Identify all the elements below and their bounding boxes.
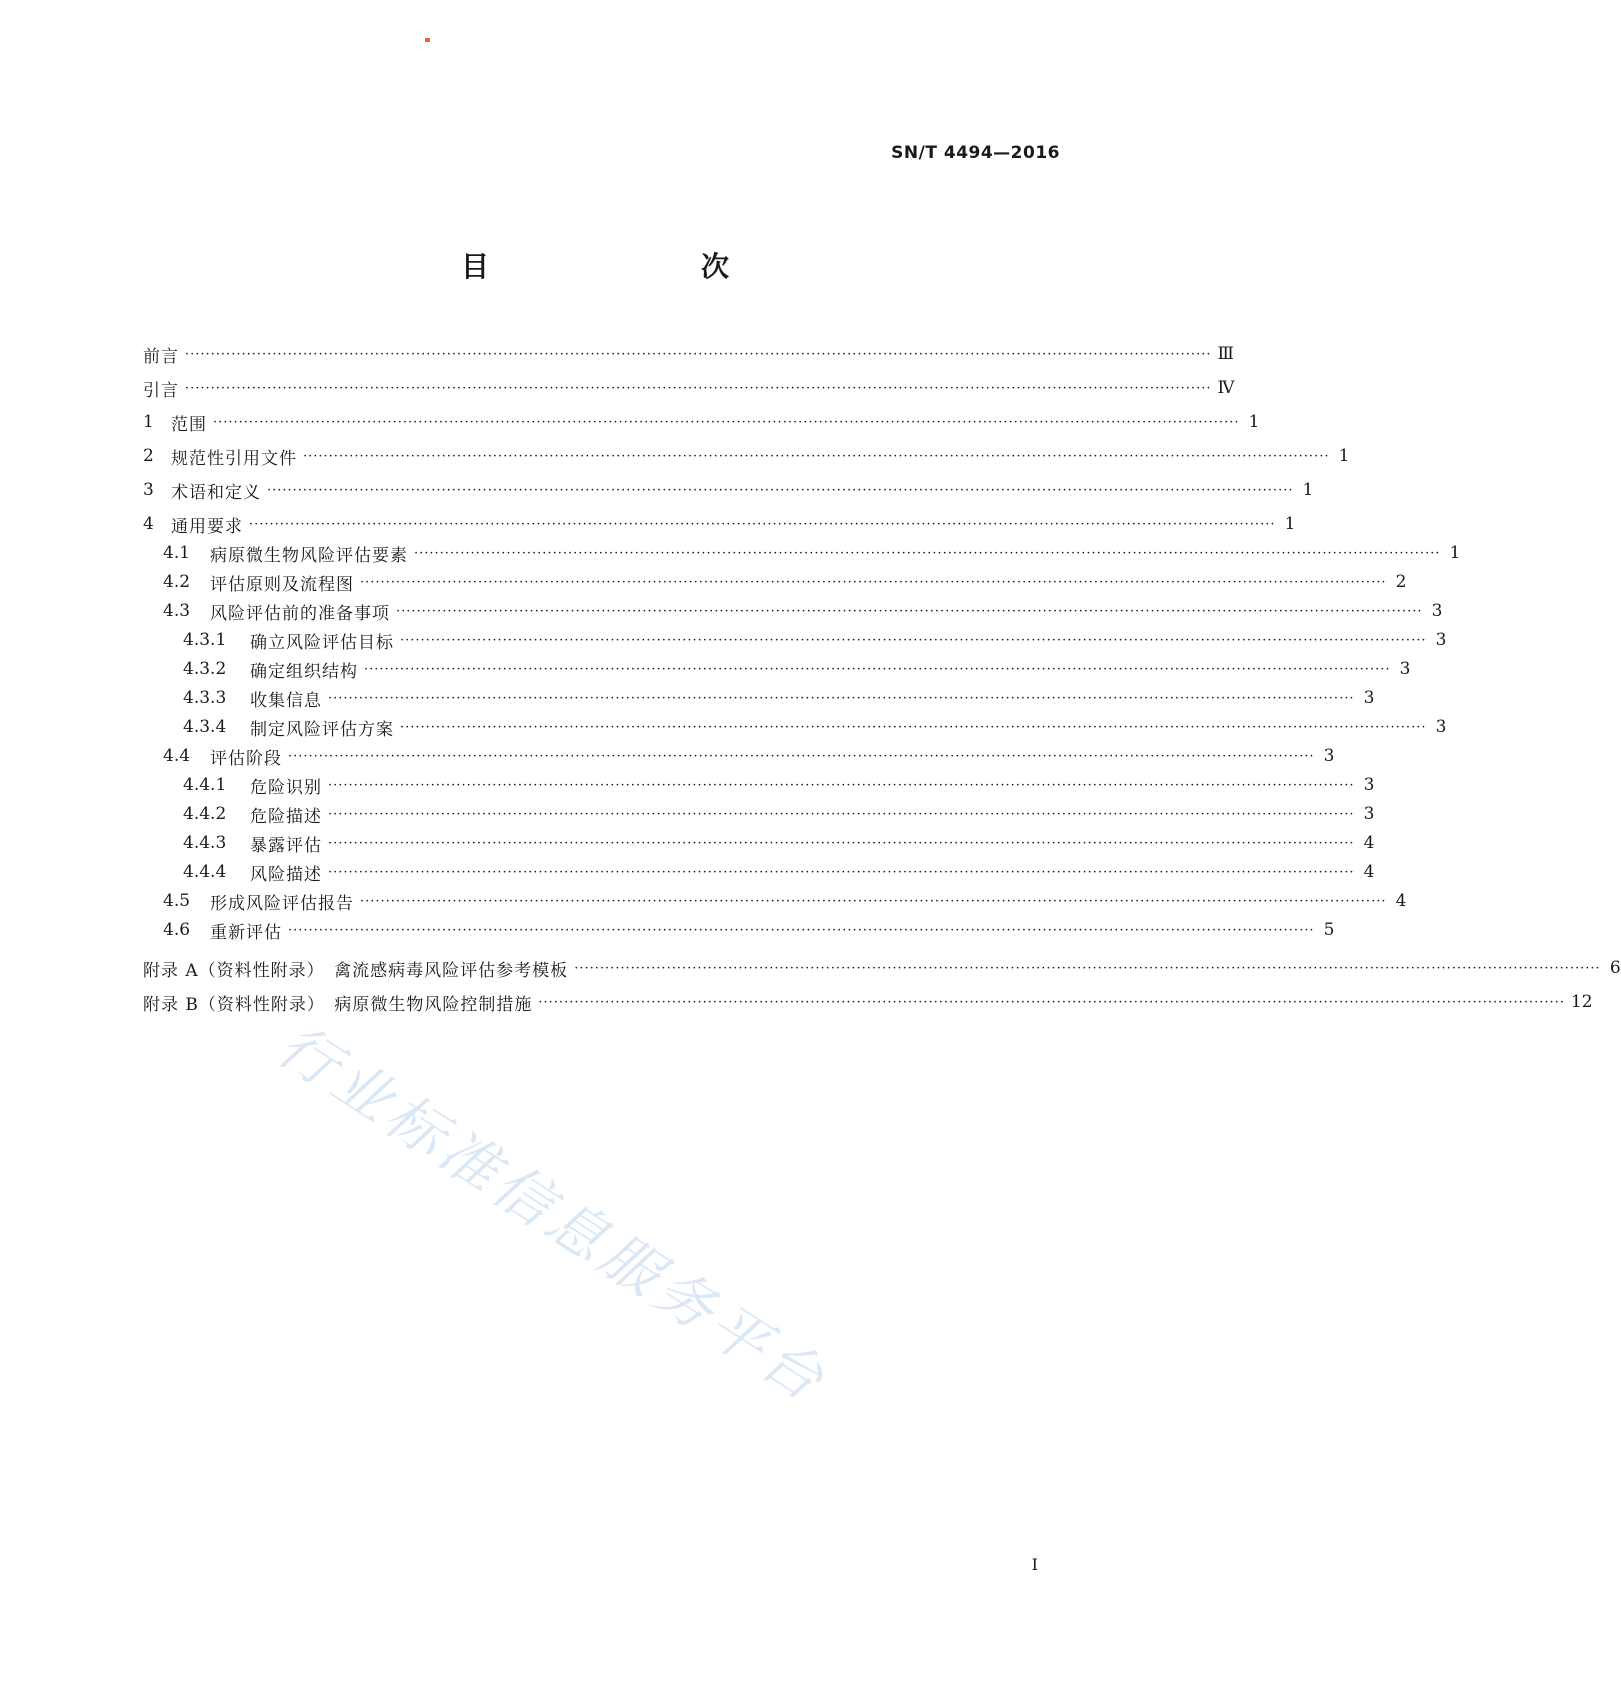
toc-entry-page: 1 bbox=[1248, 412, 1260, 432]
toc-entry-number: 4.6 bbox=[163, 920, 191, 940]
toc-dot-leader: ········································································································································································································ bbox=[288, 922, 1315, 938]
toc-entry-number: 4.4.3 bbox=[183, 833, 227, 853]
toc-entry-title: 危险识别 bbox=[250, 777, 322, 798]
toc-entry[interactable] bbox=[143, 442, 1350, 470]
toc-entry-title: 评估原则及流程图 bbox=[210, 574, 354, 595]
toc-entry[interactable] bbox=[143, 800, 1375, 828]
toc-entry[interactable] bbox=[143, 771, 1375, 799]
toc-entry-number: 4.3.2 bbox=[183, 659, 227, 679]
toc-dot-leader: ········································································································································································································ bbox=[400, 719, 1427, 735]
toc-entry-title: 形成风险评估报告 bbox=[210, 893, 354, 914]
toc-entry-title: 前言 bbox=[143, 346, 179, 367]
toc-entry-number: 4.5 bbox=[163, 891, 191, 911]
toc-dot-leader: ········································································································································································································ bbox=[213, 414, 1240, 430]
toc-entry-title: 确定组织结构 bbox=[250, 661, 358, 682]
toc-entry[interactable] bbox=[143, 597, 1443, 625]
toc-entry[interactable] bbox=[143, 713, 1447, 741]
toc-dot-leader: ········································································································································································································ bbox=[185, 380, 1212, 396]
page-number: I bbox=[1031, 1555, 1038, 1574]
toc-dot-leader: ········································································································································································································ bbox=[328, 864, 1355, 880]
toc-entry[interactable] bbox=[143, 988, 1593, 1016]
toc-entry-title: 引言 bbox=[143, 380, 179, 401]
toc-entry-number: 3 bbox=[143, 480, 154, 500]
toc-entry-title: 确立风险评估目标 bbox=[250, 632, 394, 653]
toc-entry[interactable] bbox=[143, 539, 1461, 567]
toc-dot-leader: ········································································································································································································ bbox=[328, 806, 1355, 822]
toc-entry-number: 4.3.3 bbox=[183, 688, 227, 708]
toc-entry-page: Ⅳ bbox=[1217, 378, 1235, 398]
toc-entry-title: 评估阶段 bbox=[210, 748, 282, 769]
toc-entry[interactable] bbox=[143, 374, 1235, 402]
toc-entry-page: 3 bbox=[1435, 717, 1447, 737]
toc-entry-page: 3 bbox=[1431, 601, 1443, 621]
toc-entry[interactable] bbox=[143, 626, 1447, 654]
toc-dot-leader: ········································································································································································································ bbox=[360, 893, 1387, 909]
toc-entry-page: 4 bbox=[1363, 862, 1375, 882]
toc-entry-title: 通用要求 bbox=[171, 516, 243, 537]
toc-entry-number: 1 bbox=[143, 412, 154, 432]
toc-entry-title: 附录 A（资料性附录） 禽流感病毒风险评估参考模板 bbox=[143, 960, 569, 981]
toc-entry-page: 2 bbox=[1395, 572, 1407, 592]
toc-entry[interactable] bbox=[143, 476, 1314, 504]
toc-entry-number: 4.3 bbox=[163, 601, 191, 621]
toc-entry-title: 术语和定义 bbox=[171, 482, 261, 503]
toc-entry-title: 附录 B（资料性附录） 病原微生物风险控制措施 bbox=[143, 994, 533, 1015]
toc-dot-leader: ········································································································································································································ bbox=[288, 748, 1315, 764]
toc-entry[interactable] bbox=[143, 954, 1621, 982]
page-title: 目 次 bbox=[460, 250, 781, 283]
toc-dot-leader: ········································································································································································································ bbox=[414, 545, 1441, 561]
toc-entry-title: 范围 bbox=[171, 414, 207, 435]
toc-dot-leader: ········································································································································································································ bbox=[396, 603, 1423, 619]
toc-entry-title: 制定风险评估方案 bbox=[250, 719, 394, 740]
toc-entry-page: 3 bbox=[1435, 630, 1447, 650]
toc-entry-page: 3 bbox=[1363, 775, 1375, 795]
toc-entry[interactable] bbox=[143, 340, 1234, 368]
toc-dot-leader: ········································································································································································································ bbox=[538, 994, 1565, 1010]
toc-entry-page: 12 bbox=[1570, 992, 1593, 1012]
toc-entry-page: 1 bbox=[1338, 446, 1350, 466]
orange-mark bbox=[425, 38, 430, 42]
toc-entry-page: Ⅲ bbox=[1217, 344, 1234, 364]
toc-entry-title: 风险描述 bbox=[250, 864, 322, 885]
toc-entry[interactable] bbox=[143, 568, 1407, 596]
toc-dot-leader: ········································································································································································································ bbox=[267, 482, 1294, 498]
toc-entry-title: 病原微生物风险评估要素 bbox=[210, 545, 408, 566]
standard-code: SN/T 4494—2016 bbox=[891, 143, 1060, 163]
toc-entry-page: 4 bbox=[1363, 833, 1375, 853]
toc-entry[interactable] bbox=[143, 742, 1335, 770]
toc-entry-number: 2 bbox=[143, 446, 154, 466]
toc-entry-title: 暴露评估 bbox=[250, 835, 322, 856]
toc-dot-leader: ········································································································································································································ bbox=[574, 960, 1601, 976]
toc-entry-title: 规范性引用文件 bbox=[171, 448, 297, 469]
toc-entry[interactable] bbox=[143, 916, 1335, 944]
toc-entry-number: 4.2 bbox=[163, 572, 191, 592]
toc-dot-leader: ········································································································································································································ bbox=[364, 661, 1391, 677]
toc-entry-number: 4.1 bbox=[163, 543, 191, 563]
toc-entry[interactable] bbox=[143, 655, 1411, 683]
toc-entry-number: 4.4 bbox=[163, 746, 191, 766]
toc-entry-page: 1 bbox=[1449, 543, 1461, 563]
toc-entry-title: 风险评估前的准备事项 bbox=[210, 603, 390, 624]
toc-entry[interactable] bbox=[143, 858, 1375, 886]
toc-dot-leader: ········································································································································································································ bbox=[360, 574, 1387, 590]
toc-entry-page: 4 bbox=[1395, 891, 1407, 911]
toc-dot-leader: ········································································································································································································ bbox=[400, 632, 1427, 648]
toc-entry-title: 危险描述 bbox=[250, 806, 322, 827]
toc-dot-leader: ········································································································································································································ bbox=[303, 448, 1330, 464]
toc-entry-number: 4.4.1 bbox=[183, 775, 227, 795]
toc-entry-page: 3 bbox=[1363, 688, 1375, 708]
toc-dot-leader: ········································································································································································································ bbox=[185, 346, 1212, 362]
toc-entry-page: 1 bbox=[1302, 480, 1314, 500]
toc-entry-number: 4 bbox=[143, 514, 154, 534]
toc-entry[interactable] bbox=[143, 408, 1260, 436]
toc-entry-page: 1 bbox=[1284, 514, 1296, 534]
toc-entry[interactable] bbox=[143, 887, 1407, 915]
toc-entry-number: 4.4.2 bbox=[183, 804, 227, 824]
toc-entry-page: 3 bbox=[1363, 804, 1375, 824]
toc-entry-page: 3 bbox=[1323, 746, 1335, 766]
toc-dot-leader: ········································································································································································································ bbox=[249, 516, 1276, 532]
toc-entry-title: 收集信息 bbox=[250, 690, 322, 711]
toc-entry-number: 4.4.4 bbox=[183, 862, 227, 882]
toc-entry[interactable] bbox=[143, 829, 1375, 857]
toc-entry-number: 4.3.1 bbox=[183, 630, 227, 650]
toc-dot-leader: ········································································································································································································ bbox=[328, 690, 1355, 706]
watermark: 行业标准信息服务平台 bbox=[265, 1010, 840, 1417]
toc-entry-page: 5 bbox=[1323, 920, 1335, 940]
toc-dot-leader: ········································································································································································································ bbox=[328, 835, 1355, 851]
toc-dot-leader: ········································································································································································································ bbox=[328, 777, 1355, 793]
toc-entry-page: 3 bbox=[1399, 659, 1411, 679]
toc-entry-number: 4.3.4 bbox=[183, 717, 227, 737]
toc-entry-page: 6 bbox=[1609, 958, 1621, 978]
toc-entry[interactable] bbox=[143, 510, 1296, 538]
toc-entry-title: 重新评估 bbox=[210, 922, 282, 943]
toc-entry[interactable] bbox=[143, 684, 1375, 712]
